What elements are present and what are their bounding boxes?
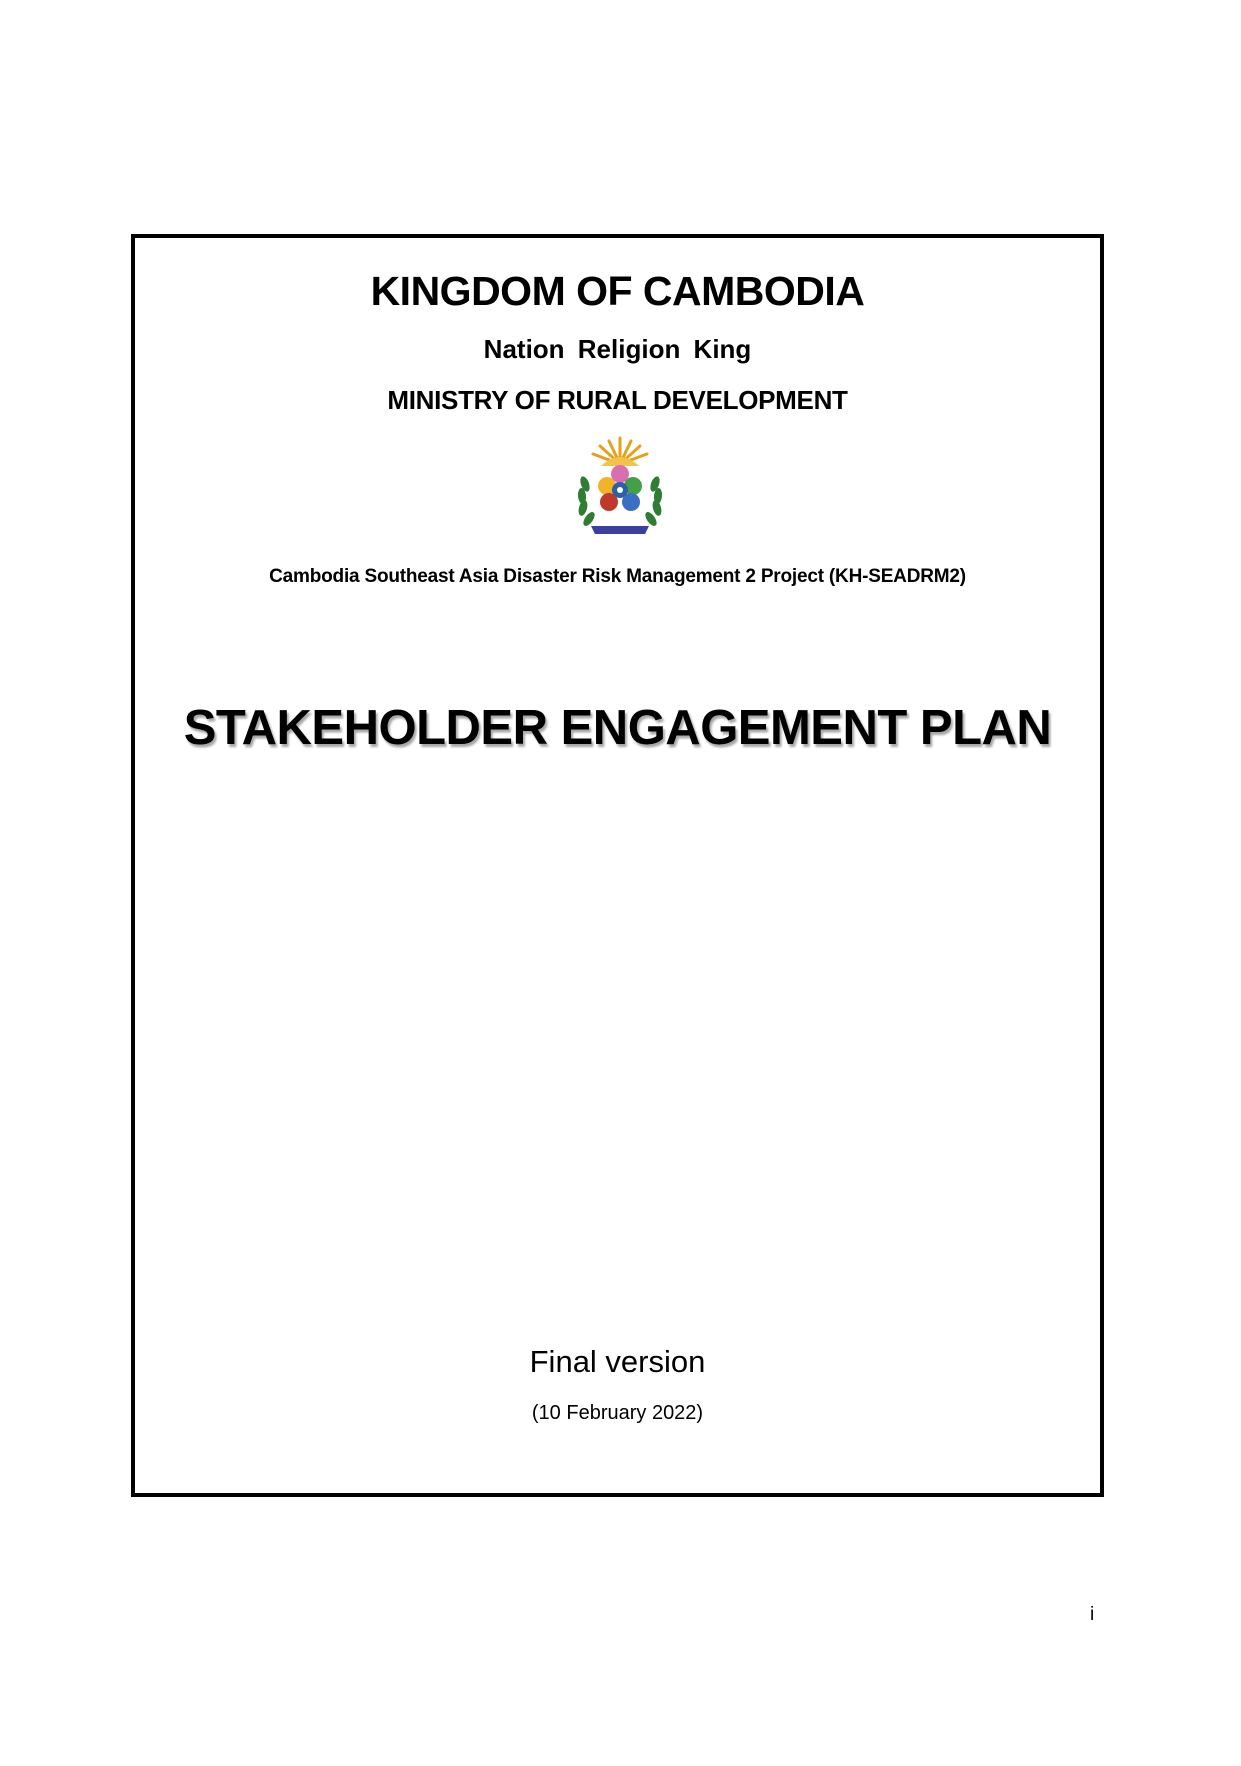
document-title: STAKEHOLDER ENGAGEMENT PLAN	[183, 701, 1052, 755]
project-name: Cambodia Southeast Asia Disaster Risk Management 2 Project (KH-SEADRM2)	[269, 566, 966, 587]
national-motto: Nation Religion King	[483, 334, 752, 364]
cover-frame	[131, 234, 1104, 1497]
country-heading: KINGDOM OF CAMBODIA	[370, 268, 865, 314]
ministry-emblem-icon	[571, 434, 669, 546]
ministry-name: MINISTRY OF RURAL DEVELOPMENT	[387, 385, 848, 415]
version-label: Final version	[529, 1344, 706, 1379]
page-number: i	[1090, 1604, 1095, 1625]
version-date: (10 February 2022)	[531, 1402, 704, 1424]
